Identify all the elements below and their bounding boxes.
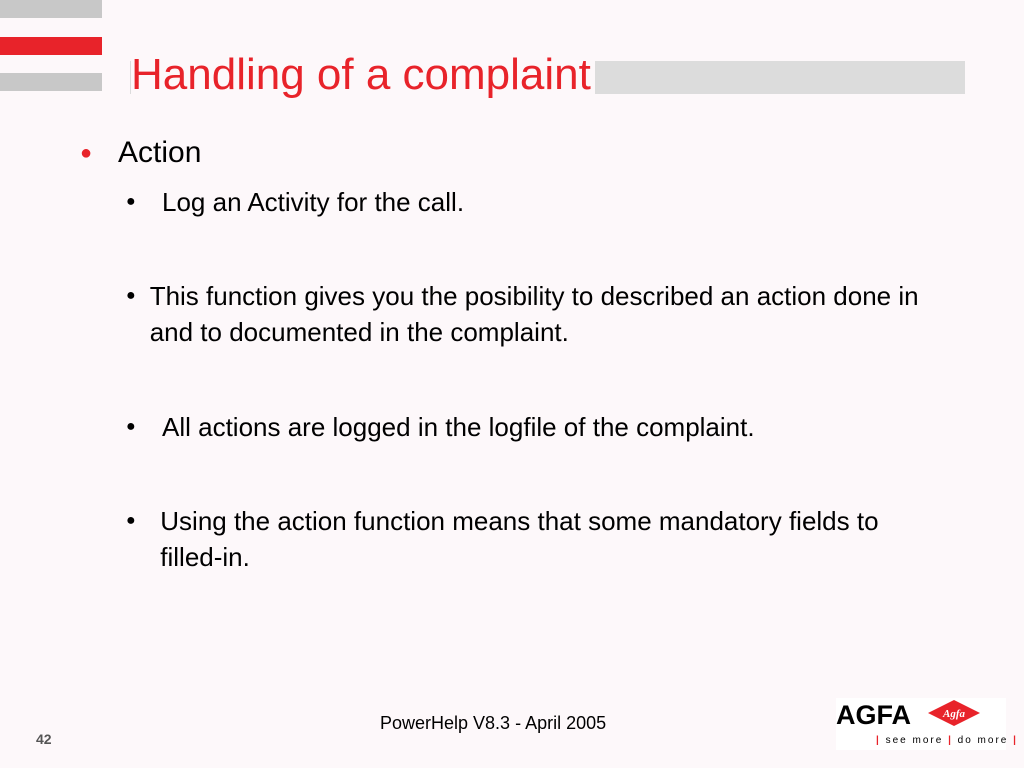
sub-bullet-item	[126, 503, 936, 575]
bullet-dot-icon: ●	[126, 193, 136, 210]
bullet-dot-icon: ●	[80, 142, 93, 164]
sub-bullet-text: Using the action function means that some mandatory fields to filled-in.	[160, 506, 879, 572]
bullet-item	[80, 134, 201, 172]
sub-bullet-item	[126, 278, 936, 350]
decorative-stripe	[0, 73, 102, 91]
slide-title: Handling of a complaint	[131, 50, 595, 100]
logo-wordmark: AGFA	[836, 700, 912, 730]
agfa-logo	[836, 698, 1018, 750]
bullet-dot-icon: ●	[126, 512, 136, 529]
sub-bullet-text: This function gives you the posibility to described an action done in and to documented in the complaint.	[149, 281, 919, 347]
logo-script: Agfa	[943, 708, 965, 720]
sub-bullet-text: All actions are logged in the logfile of the complaint.	[162, 412, 755, 442]
bullet-dot-icon: ●	[126, 287, 136, 304]
bullet-dot-icon: ●	[126, 418, 136, 435]
sub-bullet-text: Log an Activity for the call.	[162, 187, 465, 217]
logo-tagline: | see more | do more |	[876, 735, 1018, 746]
decorative-stripe-red	[0, 37, 102, 55]
logo-diamond-icon	[928, 700, 980, 726]
footer-text: PowerHelp V8.3 - April 2005	[380, 713, 607, 733]
bullet-text: Action	[118, 136, 202, 169]
sub-bullet-item	[126, 184, 936, 220]
decorative-stripe	[0, 0, 102, 18]
page-number: 42	[36, 731, 52, 747]
sub-bullet-item	[126, 409, 936, 445]
